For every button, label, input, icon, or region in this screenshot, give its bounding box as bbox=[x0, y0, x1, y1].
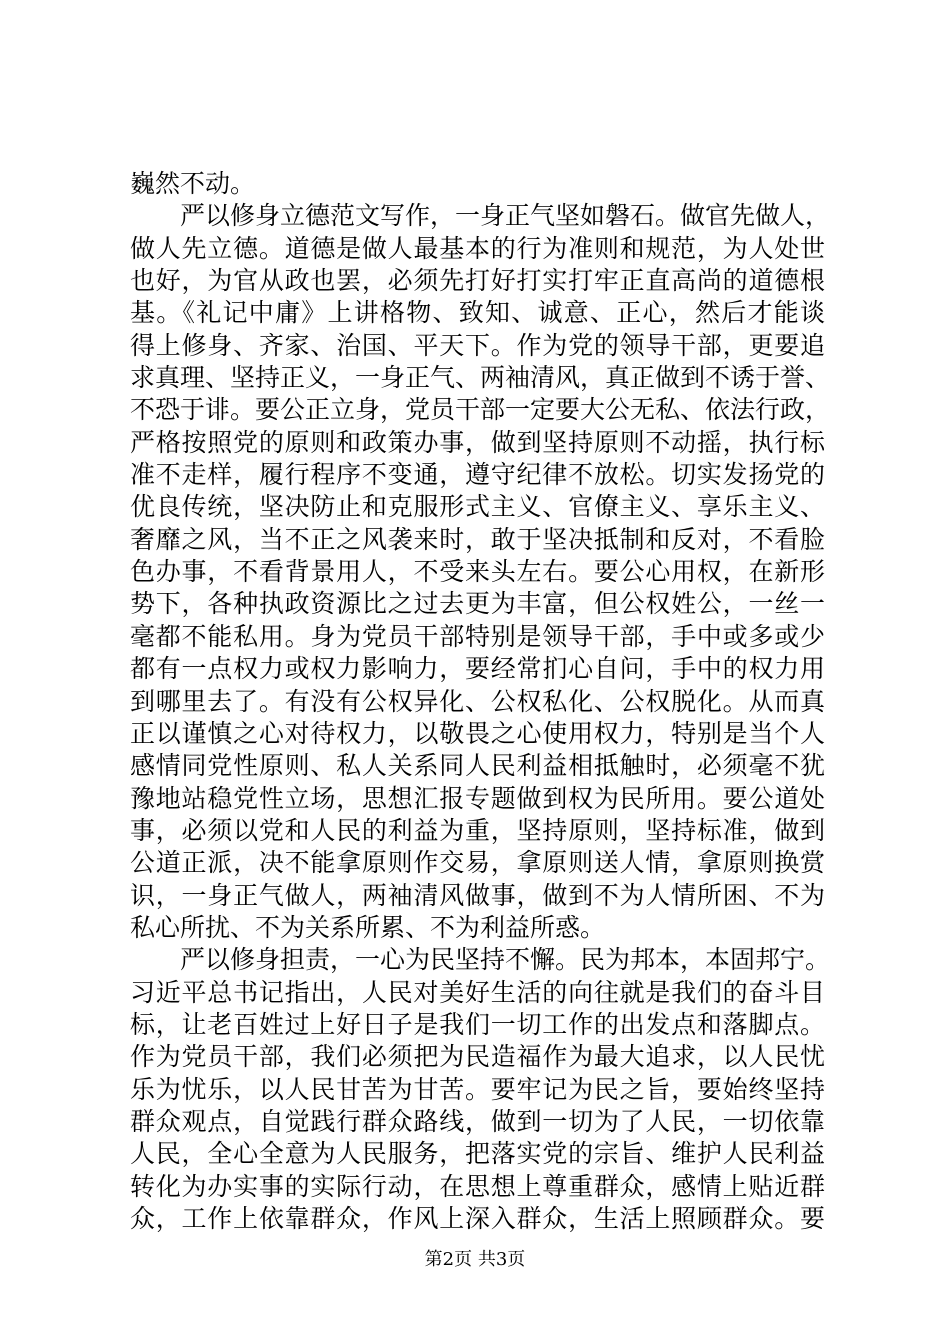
text-line: 正以谨慎之心对待权力，以敬畏之心使用权力，特别是当个人 bbox=[130, 718, 825, 748]
text-line: 感情同党性原则、私人关系同人民利益相抵触时，必须毫不犹 bbox=[130, 751, 825, 781]
text-line: 私心所扰、不为关系所累、不为利益所惑。 bbox=[130, 912, 606, 942]
text-line: 严格按照党的原则和政策办事，做到坚持原则不动摇，执行标 bbox=[130, 427, 825, 457]
text-line: 都有一点权力或权力影响力，要经常扪心自问，手中的权力用 bbox=[130, 654, 825, 684]
text-line: 巍然不动。 bbox=[130, 169, 256, 198]
text-line: 豫地站稳党性立场，思想汇报专题做到权为民所用。要公道处 bbox=[130, 783, 825, 813]
text-line: 识，一身正气做人，两袖清风做事，做到不为人情所困、不为 bbox=[130, 880, 825, 910]
paragraph-start-line: 严以修身担责，一心为民坚持不懈。民为邦本，本固邦宁。 bbox=[180, 945, 831, 975]
text-line: 转化为办实事的实际行动，在思想上尊重群众，感情上贴近群 bbox=[130, 1171, 825, 1201]
text-line: 基。《礼记中庸》上讲格物、致知、诚意、正心，然后才能谈 bbox=[130, 298, 825, 328]
text-line: 不恐于诽。要公正立身，党员干部一定要大公无私、依法行政， bbox=[130, 395, 831, 425]
page-number-footer: 第2页 共3页 bbox=[424, 1249, 526, 1270]
text-line: 乐为忧乐，以人民甘苦为甘苦。要牢记为民之旨，要始终坚持 bbox=[130, 1074, 825, 1104]
text-line: 毫都不能私用。身为党员干部特别是领导干部，手中或多或少 bbox=[130, 621, 825, 651]
text-line: 标，让老百姓过上好日子是我们一切工作的出发点和落脚点。 bbox=[130, 1009, 825, 1039]
text-line: 事，必须以党和人民的利益为重，坚持原则，坚持标准，做到 bbox=[130, 815, 825, 845]
paragraph-start-line: 严以修身立德范文写作，一身正气坚如磐石。做官先做人， bbox=[180, 201, 831, 231]
text-line: 群众观点，自觉践行群众路线，做到一切为了人民，一切依靠 bbox=[130, 1106, 825, 1136]
text-line: 做人先立德。道德是做人最基本的行为准则和规范，为人处世 bbox=[130, 233, 825, 263]
text-line: 色办事，不看背景用人，不受来头左右。要公心用权，在新形 bbox=[130, 557, 825, 587]
text-line: 准不走样，履行程序不变通，遵守纪律不放松。切实发扬党的 bbox=[130, 460, 825, 490]
text-line: 习近平总书记指出，人民对美好生活的向往就是我们的奋斗目 bbox=[130, 977, 825, 1007]
body-text bbox=[130, 168, 831, 1235]
text-line: 也好，为官从政也罢，必须先打好打实打牢正直高尚的道德根 bbox=[130, 266, 825, 296]
text-line: 众，工作上依靠群众，作风上深入群众，生活上照顾群众。要 bbox=[130, 1204, 825, 1233]
text-line: 公道正派，决不能拿原则作交易，拿原则送人情，拿原则换赏 bbox=[130, 848, 825, 878]
text-line: 势下，各种执政资源比之过去更为丰富，但公权姓公，一丝一 bbox=[130, 589, 825, 619]
text-line: 优良传统，坚决防止和克服形式主义、官僚主义、享乐主义、 bbox=[130, 492, 825, 522]
text-line: 求真理、坚持正义，一身正气、两袖清风，真正做到不诱于誉、 bbox=[130, 363, 831, 393]
text-line: 作为党员干部，我们必须把为民造福作为最大追求，以人民忧 bbox=[130, 1042, 825, 1072]
text-line: 人民，全心全意为人民服务，把落实党的宗旨、维护人民利益 bbox=[130, 1139, 825, 1169]
text-line: 奢靡之风，当不正之风袭来时，敢于坚决抵制和反对，不看脸 bbox=[130, 524, 825, 554]
text-line: 得上修身、齐家、治国、平天下。作为党的领导干部，更要追 bbox=[130, 330, 825, 360]
text-line: 到哪里去了。有没有公权异化、公权私化、公权脱化。从而真 bbox=[130, 686, 825, 716]
